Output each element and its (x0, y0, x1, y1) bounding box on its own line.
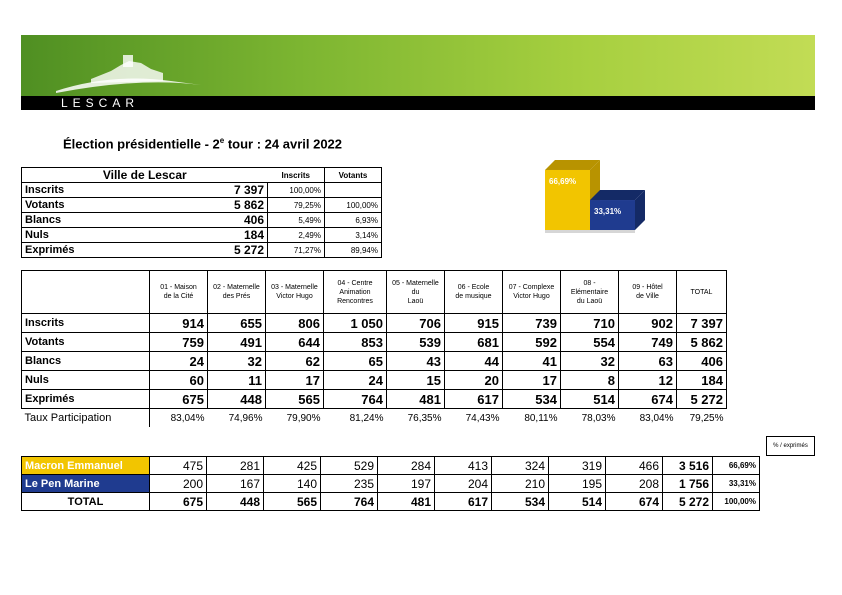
participation-value: 80,11% (524, 412, 558, 424)
bureau-header-line: 06 - Ecole (457, 284, 490, 291)
row-total: 7 397 (677, 314, 727, 333)
candidate-total: 1 756 (663, 475, 713, 493)
bureau-value: 710 (561, 314, 619, 333)
row-total: 5 862 (677, 333, 727, 352)
participation-value: 78,03% (581, 412, 616, 424)
summary-pct-inscrits: 79,25% (268, 198, 325, 213)
corner-cell (22, 271, 150, 314)
candidate-value: 529 (321, 457, 378, 475)
bureau-value: 539 (387, 333, 445, 352)
summary-label: Nuls (22, 228, 199, 243)
bureau-header-line: Victor Hugo (513, 293, 550, 300)
bureau-header-line: du Laoü (576, 297, 603, 305)
candidate-value: 675 (150, 493, 207, 511)
bureau-value: 17 (503, 371, 561, 390)
col-votants: Votants (325, 168, 382, 183)
bureau-header-line: Victor Hugo (276, 293, 313, 300)
candidate-label: Le Pen Marine (22, 475, 150, 493)
bureau-value: 565 (266, 390, 324, 409)
summary-label: Exprimés (22, 243, 199, 258)
bureau-value: 32 (561, 352, 619, 371)
participation-value: 74,96% (228, 412, 263, 424)
bureaux-header-row (22, 271, 727, 314)
candidate-value: 475 (150, 457, 207, 475)
summary-label: Votants (22, 198, 199, 213)
bureau-header-line: 05 - Maternelle du (392, 279, 439, 296)
bureau-header-line: 02 - Maternelle (213, 284, 260, 291)
bureau-value: 24 (324, 371, 387, 390)
summary-row (22, 228, 382, 243)
participation-value: 79,90% (286, 412, 321, 424)
participation-value: 76,35% (407, 412, 442, 424)
summary-pct-votants: 3,14% (325, 228, 382, 243)
row-label: Blancs (22, 352, 150, 371)
bureau-value: 481 (387, 390, 445, 409)
results-row (22, 475, 760, 493)
bureau-value: 914 (150, 314, 208, 333)
row-total: 406 (677, 352, 727, 371)
row-label: Votants (22, 333, 150, 352)
bureau-value: 739 (503, 314, 561, 333)
row-label: Exprimés (22, 390, 150, 409)
summary-value: 7 397 (198, 183, 268, 198)
bureau-header (387, 271, 445, 314)
candidate-value: 481 (378, 493, 435, 511)
bureau-header-line: 03 - Maternelle (271, 284, 318, 291)
bureau-value: 41 (503, 352, 561, 371)
bureau-header (266, 271, 324, 314)
bureau-value: 806 (266, 314, 324, 333)
bureau-header (324, 271, 387, 314)
chart-data-label: 66,69% (549, 176, 577, 186)
bureau-value: 617 (445, 390, 503, 409)
bureau-value: 655 (208, 314, 266, 333)
summary-pct-inscrits: 100,00% (268, 183, 325, 198)
candidate-label: Macron Emmanuel (22, 457, 150, 475)
summary-pct-votants: 6,93% (325, 213, 382, 228)
candidate-value: 200 (150, 475, 207, 493)
candidate-value: 764 (321, 493, 378, 511)
summary-pct-votants: 89,94% (325, 243, 382, 258)
candidate-value: 281 (207, 457, 264, 475)
bureau-header (619, 271, 677, 314)
row-total: 5 272 (677, 390, 727, 409)
candidate-value: 617 (435, 493, 492, 511)
bureau-value: 17 (266, 371, 324, 390)
summary-value: 5 862 (198, 198, 268, 213)
candidate-value: 204 (435, 475, 492, 493)
candidate-total: 5 272 (663, 493, 713, 511)
candidate-total: 3 516 (663, 457, 713, 475)
bureau-value: 915 (445, 314, 503, 333)
candidate-label: TOTAL (22, 493, 150, 511)
bureaux-row (22, 371, 727, 390)
summary-pct-inscrits: 5,49% (268, 213, 325, 228)
summary-value: 5 272 (198, 243, 268, 258)
bureau-value: 706 (387, 314, 445, 333)
chart-data-label: 33,31% (594, 207, 622, 217)
bureau-value: 65 (324, 352, 387, 371)
summary-row (22, 243, 382, 258)
results-chart (540, 160, 670, 250)
bureau-value: 1 050 (324, 314, 387, 333)
candidate-value: 167 (207, 475, 264, 493)
bureau-value: 11 (208, 371, 266, 390)
summary-pct-inscrits: 2,49% (268, 228, 325, 243)
bureau-value: 764 (324, 390, 387, 409)
bureau-value: 534 (503, 390, 561, 409)
summary-label: Inscrits (22, 183, 199, 198)
participation-value: 83,04% (170, 412, 205, 424)
header-banner (21, 35, 815, 110)
bureau-header-line: 09 - Hôtel (632, 284, 663, 291)
candidate-value: 448 (207, 493, 264, 511)
bureau-value: 759 (150, 333, 208, 352)
candidate-value: 674 (606, 493, 663, 511)
bureaux-row (22, 314, 727, 333)
bureau-value: 62 (266, 352, 324, 371)
candidate-value: 319 (549, 457, 606, 475)
results-table (21, 456, 760, 511)
bureau-value: 491 (208, 333, 266, 352)
pct-exprimes-header: % / exprimés (766, 436, 815, 456)
summary-row (22, 183, 382, 198)
bureau-value: 15 (387, 371, 445, 390)
bureaux-row (22, 352, 727, 371)
bureau-header-line: Laoü (407, 297, 424, 305)
bureau-header-line: Animation (339, 288, 371, 296)
candidate-value: 284 (378, 457, 435, 475)
banner-stripe (21, 96, 815, 110)
candidate-value: 140 (264, 475, 321, 493)
candidate-pct: 33,31% (713, 475, 760, 493)
bureau-value: 60 (150, 371, 208, 390)
participation-total: 79,25% (689, 412, 724, 424)
summary-row (22, 198, 382, 213)
candidate-pct: 66,69% (713, 457, 760, 475)
bureau-header-line: 07 - Complexe (508, 284, 555, 291)
candidate-value: 195 (549, 475, 606, 493)
bureau-value: 12 (619, 371, 677, 390)
row-label: Nuls (22, 371, 150, 390)
summary-pct-votants: 100,00% (325, 198, 382, 213)
bureau-header-line: 04 - Centre (337, 279, 373, 287)
bureau-header (150, 271, 208, 314)
candidate-value: 413 (435, 457, 492, 475)
bureau-header (503, 271, 561, 314)
bureau-value: 24 (150, 352, 208, 371)
candidate-value: 210 (492, 475, 549, 493)
bureau-header-line: 01 - Maison (160, 284, 197, 291)
candidate-value: 324 (492, 457, 549, 475)
participation-label: Taux Participation (22, 409, 150, 428)
bureau-value: 902 (619, 314, 677, 333)
candidate-value: 565 (264, 493, 321, 511)
logo-text: LESCAR (61, 96, 140, 110)
summary-pct-inscrits: 71,27% (268, 243, 325, 258)
bureau-value: 44 (445, 352, 503, 371)
bureaux-row (22, 390, 727, 409)
bureau-value: 644 (266, 333, 324, 352)
summary-value: 406 (198, 213, 268, 228)
summary-heading: Ville de Lescar (22, 168, 268, 183)
summary-row (22, 213, 382, 228)
bureaux-row (22, 333, 727, 352)
bureau-value: 43 (387, 352, 445, 371)
candidate-value: 425 (264, 457, 321, 475)
bureau-value: 853 (324, 333, 387, 352)
candidate-value: 197 (378, 475, 435, 493)
bureau-value: 8 (561, 371, 619, 390)
summary-value: 184 (198, 228, 268, 243)
participation-value: 81,24% (349, 412, 384, 424)
bureau-header-line: de Ville (636, 293, 659, 300)
results-row (22, 493, 760, 511)
bureau-value: 592 (503, 333, 561, 352)
bureau-header-line: 08 - Elémentaire (570, 279, 609, 296)
bureau-header-line: Rencontres (337, 297, 373, 305)
bureau-value: 514 (561, 390, 619, 409)
row-total: 184 (677, 371, 727, 390)
bureau-header-line: de musique (455, 293, 492, 300)
bureau-value: 63 (619, 352, 677, 371)
candidate-value: 534 (492, 493, 549, 511)
results-row (22, 457, 760, 475)
participation-value: 74,43% (465, 412, 500, 424)
bureau-header (208, 271, 266, 314)
summary-table (21, 167, 382, 258)
bureau-header (561, 271, 619, 314)
bureau-header-line: des Prés (222, 293, 251, 300)
col-inscrits: Inscrits (268, 168, 325, 183)
candidate-value: 514 (549, 493, 606, 511)
bureau-value: 749 (619, 333, 677, 352)
bureau-value: 674 (619, 390, 677, 409)
page-title: Élection présidentielle - 2e tour : 24 avril 2022 (63, 136, 343, 152)
row-label: Inscrits (22, 314, 150, 333)
participation-row (22, 409, 727, 428)
candidate-value: 208 (606, 475, 663, 493)
bureaux-table (21, 270, 727, 427)
bureau-value: 20 (445, 371, 503, 390)
candidate-value: 235 (321, 475, 378, 493)
candidate-pct: 100,00% (713, 493, 760, 511)
castle-logo-icon (51, 51, 211, 96)
bureau-value: 675 (150, 390, 208, 409)
participation-value: 83,04% (639, 412, 674, 424)
bureau-value: 681 (445, 333, 503, 352)
summary-pct-votants (325, 183, 382, 198)
bureau-value: 554 (561, 333, 619, 352)
bureau-value: 32 (208, 352, 266, 371)
total-header: TOTAL (677, 271, 727, 314)
candidate-value: 466 (606, 457, 663, 475)
bureau-header (445, 271, 503, 314)
summary-label: Blancs (22, 213, 199, 228)
bureau-header-line: de la Cité (163, 293, 194, 300)
bureau-value: 448 (208, 390, 266, 409)
